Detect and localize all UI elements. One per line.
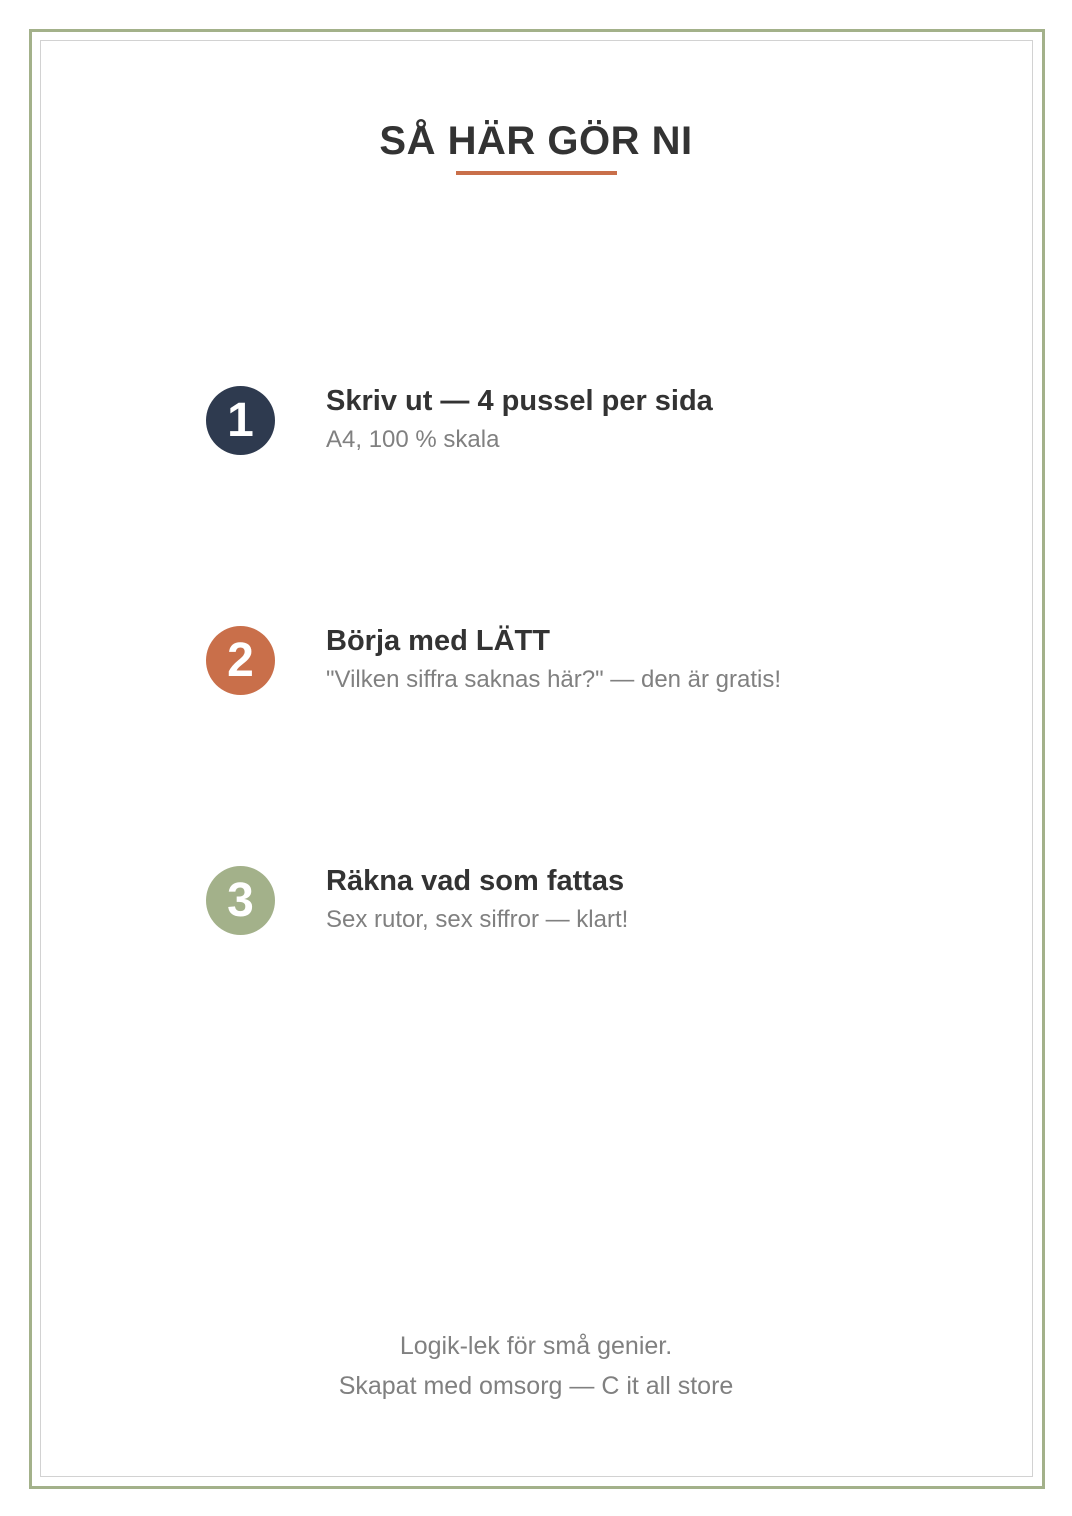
step-number-badge: 1: [206, 386, 275, 455]
step-subtitle: "Vilken siffra saknas här?" — den är gratis!: [326, 666, 782, 693]
step-number-badge: 2: [206, 626, 275, 695]
step-item-1: [206, 386, 966, 466]
step-number-badge: 3: [206, 866, 275, 935]
step-title: Börja med LÄTT: [326, 625, 550, 657]
footer-credit: Skapat med omsorg — C it all store: [338, 1372, 734, 1400]
step-title: Räkna vad som fattas: [326, 865, 625, 897]
step-item-3: [206, 866, 966, 946]
page-title: SÅ HÄR GÖR NI: [379, 119, 693, 163]
title-underline: [456, 171, 617, 175]
footer-tagline: Logik-lek för små genier.: [399, 1332, 673, 1360]
step-subtitle: A4, 100 % skala: [326, 426, 500, 453]
step-title: Skriv ut — 4 pussel per sida: [326, 385, 713, 417]
step-item-2: [206, 626, 966, 706]
page-border-inner: [40, 40, 1033, 1477]
step-subtitle: Sex rutor, sex siffror — klart!: [326, 906, 629, 933]
